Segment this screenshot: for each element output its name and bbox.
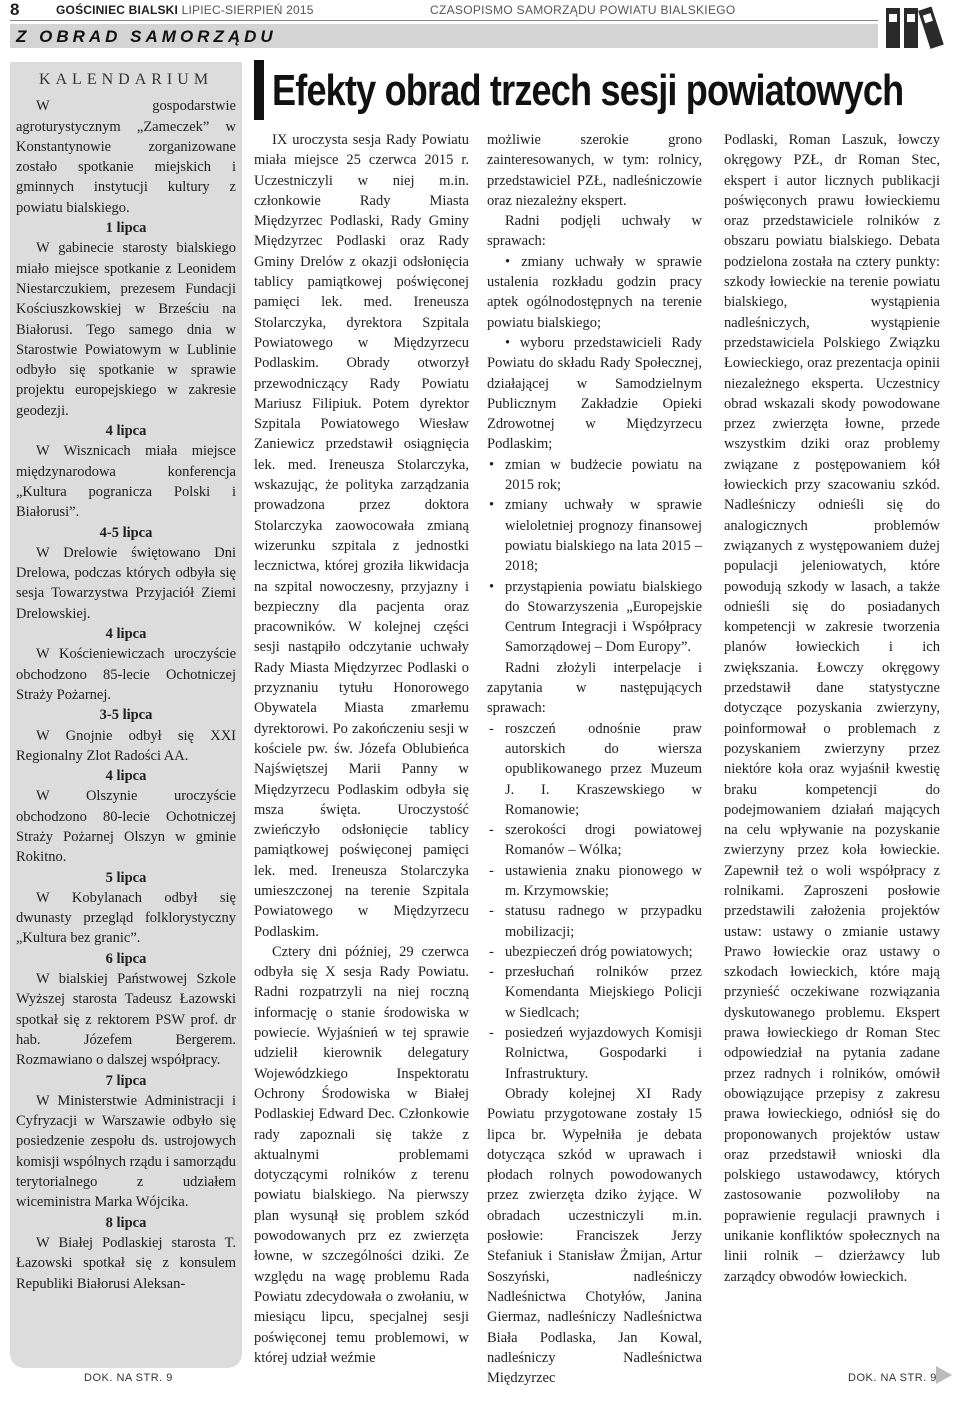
list-item: - ubezpieczeń dróg powiatowych; — [487, 942, 702, 962]
calendar-entry-date: 1 lipca — [105, 220, 147, 237]
calendar-entry-text: W Kobylanach odbył się dwunasty przegląd folklorystyczny „Kultura bez granic”. — [16, 889, 236, 947]
publication-title: GOŚCINIEC BIALSKI — [56, 3, 179, 17]
calendar-entry-text: W Ministerstwie Administracji i Cyfryzacji w Warszawie odbyło się posiedzenie zespołu ds. ustrojowych komisji wspólnych rządu i samorządu terytorialnego z udziałem wiceministra Marka Wójcika. — [16, 1092, 236, 1211]
article-paragraph: Podlaski, Roman Laszuk, łowczy okręgowy PZŁ, dr Roman Stec, ekspert i autor licznych publikacji poświęconych prawu łowieckiemu oraz przedstawiciele rolników z obszaru powiatu bialskiego. Debata podzielona została na cztery punkty: szkody łowieckie na terenie powiatu bialskiego, wystąpienia nadleśniczych, wystąpienie przedstawiciela Polskiego Związku Łowieckiego, oraz prezentacja opinii niezależnego eksperta. Uczestnicy obrad wskazali skody powodowane przez zwierzęta łowne, przede wszystkim dziki oraz problemy związane z postępowaniem kół łowieckich przy szacowaniu szkód. Nadleśniczy odnieśli się do analogicznych problemów związanych z występowaniem dużej populacji jeleniowatych, które powodują szkody w lasach, a także odnieśli się do posiadanych kompetencji w zakresie tworzenia planów łowieckich i ich zwiększania. Łowczy okręgowy przedstawił dane statystyczne dotyczące pozyskania zwierzyny, poinformował o problemach z pozyskaniem zwierzyny przez niektóre koła oraz wyjaśnił kwestię braku kompetencji do podejmowaniem działań mających na celu wpływanie na pozyskanie zwierzyny przez koła łowieckie. Zapewnił też o woli współpracy z rolnikami. Zaproszeni posłowie przedstawili założenia projektów ustaw: ustawy o zmianie ustawy Prawo łowieckie oraz ustawy o szkodach łowieckich, które mają przynieść oczekiwane rozwiązania dyskutowanego problemu. Ekspert prawa łowieckiego dr Roman Stec odpowiedział na pytania zadane przez radnych i rolników, omówił obowiązujące przepisy z zakresu prawa łowieckiego, odniósł się do proponowanych projektów ustaw oraz przedstawił wnioski dla polskiego ustawodawcy, których zastosowanie pozwoliłoby na poprawienie regulacji prawnych i unikanie konfliktów społecznych na linii rolnik – dzierżawcy lub zarządcy obwodów łowieckich. — [724, 132, 940, 1285]
calendar-intro: W gospodarstwie agroturystycznym „Zameczek” w Konstantynowie zorganizowane zostało spotkanie miejskich i gminnych instytucji kultury z powiatu bialskiego. — [16, 98, 236, 216]
calendar-entry-date: 7 lipca — [105, 1072, 147, 1089]
page-number: 8 — [10, 0, 20, 19]
calendar-entry-text: W Kościeniewiczach uroczyście obchodzono 85-lecie Ochotniczej Straży Pożarnej. — [16, 646, 236, 703]
calendar-entry-date: 5 lipca — [105, 869, 147, 886]
headline-accent-bar — [254, 60, 264, 120]
list-item: • zmiany uchwały w sprawie wieloletniej prognozy finansowej powiatu bialskiego na lata 2015 – 2018; — [487, 495, 702, 576]
list-item: • przystąpienia powiatu bialskiego do Stowarzyszenia „Europejskie Centrum Integracji i Współpracy Samorządowej – Dom Europy”. — [487, 577, 702, 658]
calendar-heading: KALENDARIUM — [38, 71, 214, 88]
article-column-3 — [724, 130, 940, 1287]
article-paragraph: Obrady kolejnej XI Rady Powiatu przygotowane zostały 15 lipca br. Wypełniła je debata dotycząca szkód w uprawach i płodach rolnych powodowanych przez zwierzęta dziko żyjące. W obradach uczestniczyli m.in. posłowie: Franciszek Jerzy Stefaniuk i Stanisław Żmijan, Artur Soszyński, nadleśniczy Nadleśnictwa Chotyłów, Janina Giermaz, nadleśniczy Nadleśnictwa Biała Podlaska, Jan Kowal, nadleśniczy Nadleśnictwa Międzyrzec — [487, 1085, 702, 1387]
section-title: Z OBRAD SAMORZĄDU — [16, 27, 277, 46]
header-rule — [10, 20, 878, 21]
resolution-text: zmiany uchwały w sprawie ustalenia rozkładu godzin pracy aptek ogólnodostępnych na terenie powiatu bialskiego; — [487, 253, 702, 331]
resolutions-intro: Radni podjęli uchwały w sprawach: — [487, 213, 702, 250]
resolution-item — [487, 333, 702, 455]
binders-icon — [884, 4, 946, 50]
article-column-2 — [487, 130, 702, 1388]
calendar-content — [16, 70, 236, 1294]
article-paragraph: możliwie szerokie grono zainteresowanych, w tym: rolnicy, przedstawiciel PZŁ, nadleśniczowie oraz niezależny ekspert. — [487, 132, 702, 209]
calendar-entry-text: W Olszynie uroczyście obchodzono 80-lecie Ochotniczej Straży Pożarnej Olszyn w gminie Rokitno. — [16, 788, 236, 866]
calendar-entry-date: 4 lipca — [105, 768, 147, 785]
calendar-entries — [16, 218, 236, 1294]
calendar-entry-text: W Drelowie świętowano Dni Drelowa, podczas których odbyła się sesja Towarzystwa Przyjaciół Ziemi Drelowskiej. — [16, 544, 236, 622]
list-item: - szerokości drogi powiatowej Romanów – Wólka; — [487, 820, 702, 861]
list-item: - posiedzeń wyjazdowych Komisji Rolnictwa, Gospodarki i Infrastruktury. — [487, 1023, 702, 1084]
continued-note-article: DOK. NA STR. 9 — [848, 1372, 937, 1384]
continued-note-sidebar: DOK. NA STR. 9 — [84, 1372, 173, 1384]
calendar-entry-text: W gabinecie starosty bialskiego miało miejsce spotkanie z Leonidem Niestarczukiem, prezesem Fundacji Kościuszkowskiej w Brześciu na Białorusi. Tego samego dnia w Starostwie Powiatowym w Lublinie odbyło się spotkanie w sprawie projektu europejskiego w zakresie geodezji. — [16, 240, 236, 419]
arrow-right-icon — [936, 1366, 952, 1384]
publication-name — [56, 3, 314, 17]
publication-subtitle: CZASOPISMO SAMORZĄDU POWIATU BIALSKIEGO — [430, 3, 736, 17]
article-headline: Efekty obrad trzech sesji powiatowych — [272, 66, 904, 115]
calendar-entry-text: W Białej Podlaskiej starosta T. Łazowski spotkał się z konsulem Republiki Białorusi Aleksan- — [16, 1234, 236, 1292]
resolution-item — [487, 252, 702, 333]
calendar-entry-date: 4 lipca — [105, 423, 147, 440]
issue-date: LIPIEC-SIERPIEŃ 2015 — [181, 3, 314, 17]
calendar-entry-date: 8 lipca — [105, 1214, 147, 1231]
resolutions-list — [487, 455, 702, 658]
interpellations-list — [487, 719, 702, 1084]
list-item: • zmian w budżecie powiatu na 2015 rok; — [487, 455, 702, 496]
calendar-entry-text: W bialskiej Państwowej Szkole Wyższej starosta Tadeusz Łazowski spotkał się z rektorem PSW prof. dr hab. Józefem Bergerem. Rozmawiano o dalszej współpracy. — [16, 971, 236, 1069]
calendar-sidebar — [10, 62, 242, 1368]
interpellations-intro: Radni złożyli interpelacje i zapytania w następujących sprawach: — [487, 659, 702, 717]
calendar-entry-date: 3-5 lipca — [99, 707, 153, 724]
calendar-entry-date: 4 lipca — [105, 626, 147, 643]
bullet-icon: • — [505, 253, 522, 270]
bullet-icon: • — [505, 334, 520, 351]
list-item: - roszczeń odnośnie praw autorskich do wiersza opublikowanego przez Muzeum J. I. Kraszewskiego w Romanowie; — [487, 719, 702, 820]
list-item: - ustawienia znaku pionowego w m. Krzymowskie; — [487, 861, 702, 902]
calendar-entry-text: W Wisznicach miała miejsce międzynarodowa konferencja „Kultura pogranicza Polski i Białorusi”. — [16, 443, 236, 521]
calendar-entry-date: 4-5 lipca — [99, 524, 153, 541]
list-item: - przesłuchań rolników przez Komendanta Miejskiego Policji w Siedlcach; — [487, 962, 702, 1023]
calendar-entry-date: 6 lipca — [105, 950, 147, 967]
page-header — [0, 0, 960, 22]
list-item: - statusu radnego w przypadku mobilizacji; — [487, 901, 702, 942]
article-paragraph: IX uroczysta sesja Rady Powiatu miała miejsce 25 czerwca 2015 r. Uczestniczyli w niej m.in. członkowie Rady Miasta Międzyrzec Podlaski, Rady Gminy Międzyrzec Podlaski oraz Rady Gminy Drelów z okazji odsłonięcia tablicy pamiątkowej poświęconej pamięci lek. med. Ireneusza Stolarczyka, dyrektora Szpitala Powiatowego w Międzyrzecu Podlaskim. Obrady otworzył przewodniczący Rady Powiatu Mariusz Filipiuk. Potem dyrektor Szpitala Powiatowego Wiesław Zaniewicz przedstawił osiągnięcia lek. med. Ireneusza Stolarczyka, wskazując, że polityka zarządzania prowadzona przez doktora Stolarczyka zaowocowała zmianą wizerunku szpitala z jednostki lecznictwa, której groziła likwidacja na szpital nowoczesny, przyjazny i bezpieczny dla pacjenta oraz pracowników. W kolejnej części sesji nastąpiło odczytanie uchwały Rady Miasta Międzyrzec Podlaski o przyznaniu tytułu Honorowego Obywatela Miasta zmarłemu dyrektorowi. Po zakończeniu sesji w kościele pw. św. Józefa Oblubieńca Najświętszej Marii Panny w Międzyrzecu Podlaskim odbyła się msza święta. Uroczystość zwieńczyło odsłonięcie tablicy pamiątkowej poświęconej pamięci lek. med. Ireneusza Stolarczyka umieszczonej na terenie Szpitala Powiatowego w Międzyrzecu Podlaskim. — [254, 132, 469, 940]
calendar-entry-text: W Gnojnie odbył się XXI Regionalny Zlot Radości AA. — [16, 727, 236, 764]
article-column-1 — [254, 130, 469, 1368]
article-paragraph: Cztery dni później, 29 czerwca odbyła się X sesja Rady Powiatu. Radni rozpatrzyli na niej roczną informację o stanie środowiska w powiecie. Wyjaśnień w tej sprawie udzielił kierownik delegatury Wojewódzkiego Inspektoratu Ochrony Środowiska w Białej Podlaskiej Edward Dec. Członkowie rady zapoznali się także z aktualnymi problemami dotyczącymi rolników z terenu powiatu bialskiego. Na pierwszy plan wysunął się problem szkód powodowanych prz ez zwierzęta łowne, w szczególności dziki. Ze względu na wagę problemu Rada Powiatu zdecydowała o zwołaniu, w miesiącu lipcu, specjalnej sesji poświęconej temu problemowi, w której udział weźmie — [254, 943, 469, 1366]
resolution-text: wyboru przedstawicieli Rady Powiatu do składu Rady Społecznej, działającej w Samodzielnym Publicznym Zakładzie Opieki Zdrowotnej w Międzyrzecu Podlaskim; — [487, 334, 702, 453]
